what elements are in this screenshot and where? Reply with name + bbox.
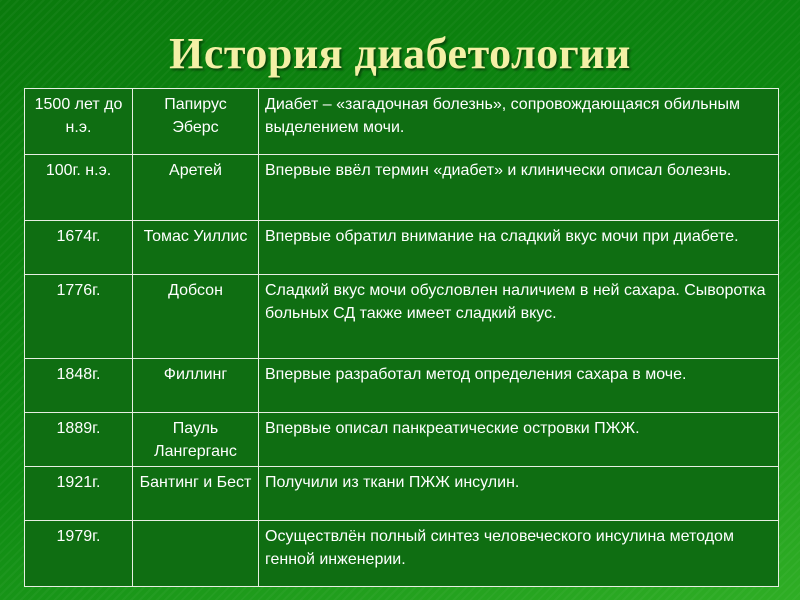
name-cell: Пауль Лангерганс <box>133 413 259 467</box>
description-cell: Осуществлён полный синтез человеческого инсулина методом генной инженерии. <box>259 521 779 587</box>
name-cell: Аретей <box>133 155 259 221</box>
date-cell: 1500 лет до н.э. <box>25 89 133 155</box>
table-row <box>25 521 779 587</box>
slide-title: История диабетологии <box>169 29 631 78</box>
description-cell: Получили из ткани ПЖЖ инсулин. <box>259 467 779 521</box>
table-row <box>25 89 779 155</box>
date-cell: 1776г. <box>25 275 133 359</box>
description-cell: Впервые разработал метод определения сахара в моче. <box>259 359 779 413</box>
table-row <box>25 155 779 221</box>
date-cell: 100г. н.э. <box>25 155 133 221</box>
description-cell: Сладкий вкус мочи обусловлен наличием в ней сахара. Сыворотка больных СД также имеет сладкий вкус. <box>259 275 779 359</box>
name-cell: Бантинг и Бест <box>133 467 259 521</box>
table-row <box>25 221 779 275</box>
name-cell: Папирус Эберс <box>133 89 259 155</box>
table-row <box>25 413 779 467</box>
description-cell: Впервые описал панкреатические островки ПЖЖ. <box>259 413 779 467</box>
description-cell: Впервые обратил внимание на сладкий вкус мочи при диабете. <box>259 221 779 275</box>
date-cell: 1674г. <box>25 221 133 275</box>
date-cell: 1921г. <box>25 467 133 521</box>
date-cell: 1889г. <box>25 413 133 467</box>
name-cell <box>133 521 259 587</box>
description-cell: Впервые ввёл термин «диабет» и клинически описал болезнь. <box>259 155 779 221</box>
table-row <box>25 275 779 359</box>
name-cell: Томас Уиллис <box>133 221 259 275</box>
description-cell: Диабет – «загадочная болезнь», сопровождающаяся обильным выделением мочи. <box>259 89 779 155</box>
name-cell: Филлинг <box>133 359 259 413</box>
table-row <box>25 467 779 521</box>
history-table <box>24 88 779 587</box>
date-cell: 1979г. <box>25 521 133 587</box>
date-cell: 1848г. <box>25 359 133 413</box>
name-cell: Добсон <box>133 275 259 359</box>
table-row <box>25 359 779 413</box>
